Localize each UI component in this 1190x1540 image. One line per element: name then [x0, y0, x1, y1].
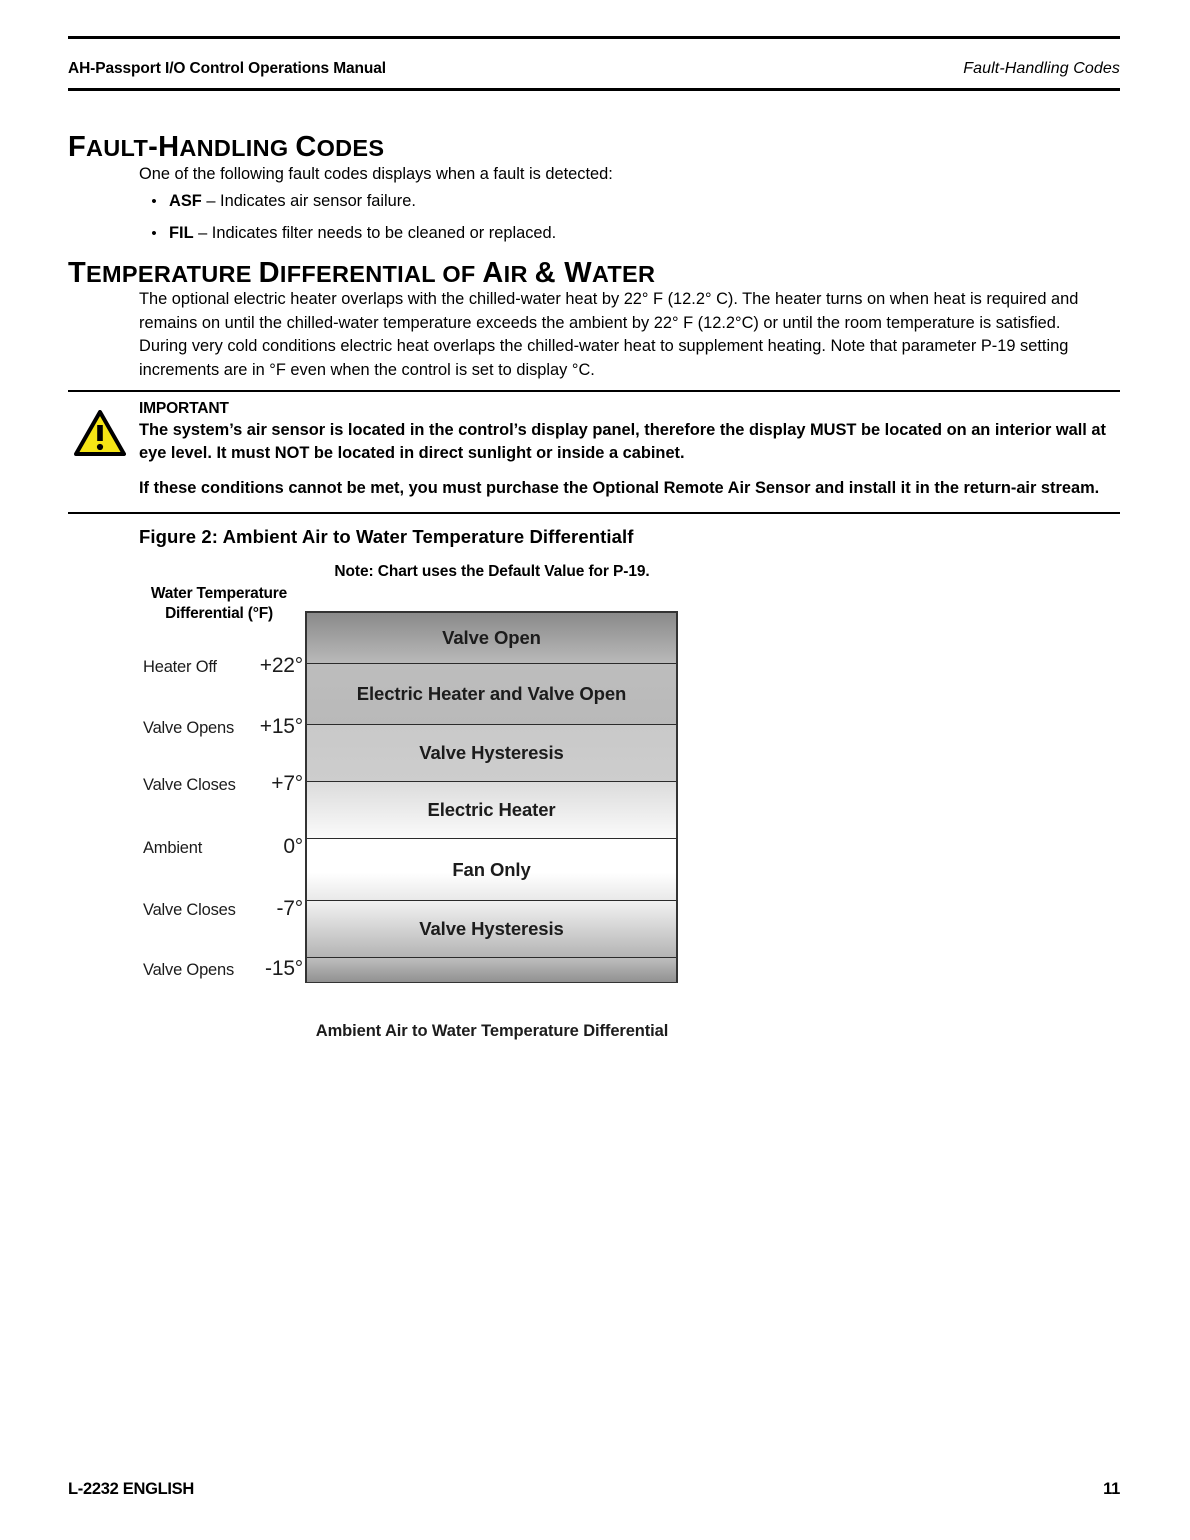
- figure-title: Figure 2: Ambient Air to Water Temperature Differentialf: [139, 526, 634, 547]
- header-manual-title: AH-Passport I/O Control Operations Manual: [68, 60, 386, 77]
- page-footer: [68, 1480, 1120, 1499]
- chart-band-label: Fan Only: [452, 858, 531, 880]
- heading-part: &: [534, 257, 565, 289]
- chart-tick: [143, 835, 303, 859]
- fault-codes-intro: One of the following fault codes displays when a fault is detected:: [139, 165, 613, 183]
- chart-tick: [143, 654, 303, 678]
- heading-part: A: [482, 257, 504, 289]
- chart-band: [307, 613, 676, 663]
- chart-band-label: Valve Hysteresis: [419, 742, 564, 763]
- list-item: [139, 222, 1039, 245]
- chart-tick-name: Valve Opens: [143, 961, 235, 979]
- chart-tick-name: Valve Opens: [143, 719, 235, 737]
- fault-code-label: FIL: [169, 224, 194, 242]
- fault-code-desc: – Indicates air sensor failure.: [201, 192, 416, 210]
- chart-tick: [143, 957, 303, 981]
- chart-tick-name: Ambient: [143, 839, 203, 857]
- heading-part: IFFERENTIAL OF: [279, 261, 483, 287]
- chart-tick: [143, 897, 303, 921]
- bullet-dot-icon: •: [151, 225, 157, 242]
- warning-triangle-icon: [74, 410, 126, 456]
- callout-paragraph-2: If these conditions cannot be met, you must purchase the Optional Remote Air Sensor and install it in the return-air stream.: [139, 479, 1100, 497]
- chart-band: [307, 781, 676, 838]
- chart-tick-value: +22°: [259, 654, 303, 677]
- callout-title: IMPORTANT: [139, 400, 229, 417]
- header-bottom-rule: [68, 88, 1120, 91]
- list-item: [139, 190, 1039, 213]
- list-item-body: [169, 190, 1039, 213]
- list-item-body: [169, 222, 1039, 245]
- chart-y-axis-title: [133, 584, 305, 624]
- temperature-differential-paragraph: The optional electric heater overlaps with the chilled-water heat by 22° F (12.2° C). The heater turns on when heat is required and remains on until the chilled-water temperature exceeds the ambient by 22° F (12.2°C) or until the room temperature is satisfied. During very cold conditions electric heat overlaps the chilled-water heat to supplement heating. Note that parameter P-19 setting increments are in °F even when the control is set to display °C.: [139, 290, 1079, 379]
- callout-bottom-rule: [68, 512, 1120, 514]
- chart-tick-value: -15°: [265, 957, 303, 980]
- chart-tick-value: +15°: [259, 715, 303, 738]
- fault-codes-list: [139, 190, 1039, 254]
- important-callout: [139, 399, 1121, 500]
- axis-title-line-1: Water Temperature: [150, 585, 288, 602]
- chart-tick: [143, 772, 303, 796]
- heading-part: ODES: [316, 135, 385, 161]
- running-header: [68, 60, 1120, 78]
- chart-tick-name: Heater Off: [143, 658, 217, 676]
- chart-band-label: Electric Heater: [427, 799, 556, 820]
- heading-part: W: [564, 257, 592, 289]
- footer-document-number: L-2232 ENGLISH: [68, 1480, 195, 1498]
- chart-band: [307, 663, 676, 724]
- header-section-title: Fault-Handling Codes: [963, 60, 1120, 77]
- heading-part: T: [68, 257, 87, 289]
- chart-tick-value: -7°: [276, 897, 303, 920]
- heading-part: IR: [503, 261, 535, 287]
- heading-part: ATER: [591, 261, 656, 287]
- axis-title-line-2: Differential (°F): [165, 605, 273, 622]
- chart-band-label: Valve Open: [442, 627, 541, 648]
- chart-tick-name: Valve Closes: [143, 776, 236, 794]
- chart-band-label: Electric Heater and Valve Open: [356, 683, 627, 704]
- heading-part: C: [295, 131, 317, 163]
- heading-part: ANDLING: [179, 135, 296, 161]
- chart-band: [307, 957, 676, 982]
- fault-code-label: ASF: [169, 192, 202, 210]
- heading-part: AULT: [86, 135, 149, 161]
- chart-band: [307, 900, 676, 957]
- heading-fault-handling-codes: [68, 131, 384, 164]
- callout-top-rule: [68, 390, 1120, 392]
- chart-band: [307, 724, 676, 781]
- heading-part: -H: [148, 131, 180, 163]
- header-top-rule: [68, 36, 1120, 39]
- chart-band-label: Valve Hysteresis: [419, 918, 564, 939]
- bullet-dot-icon: •: [151, 193, 157, 210]
- callout-paragraph-1: The system’s air sensor is located in the control’s display panel, therefore the display MUST be located on an interior wall at eye level. It must NOT be located in direct sunlight or inside a cabinet.: [139, 421, 1106, 462]
- chart-tick-value: 0°: [283, 835, 303, 858]
- heading-part: F: [68, 131, 87, 163]
- figure-note: Note: Chart uses the Default Value for P-19.: [334, 563, 650, 580]
- chart-tick-name: Valve Closes: [143, 901, 236, 919]
- fault-code-desc: – Indicates filter needs to be cleaned or replaced.: [193, 224, 557, 242]
- heading-part: D: [258, 257, 280, 289]
- chart-band: [307, 838, 676, 900]
- heading-part: EMPERATURE: [86, 261, 259, 287]
- temperature-band-chart: [305, 611, 678, 983]
- figure-caption: Ambient Air to Water Temperature Differential: [315, 1022, 669, 1040]
- chart-tick: [143, 715, 303, 739]
- chart-tick-value: +7°: [271, 772, 303, 795]
- heading-temperature-differential: [68, 257, 655, 290]
- footer-page-number: 11: [1103, 1480, 1120, 1498]
